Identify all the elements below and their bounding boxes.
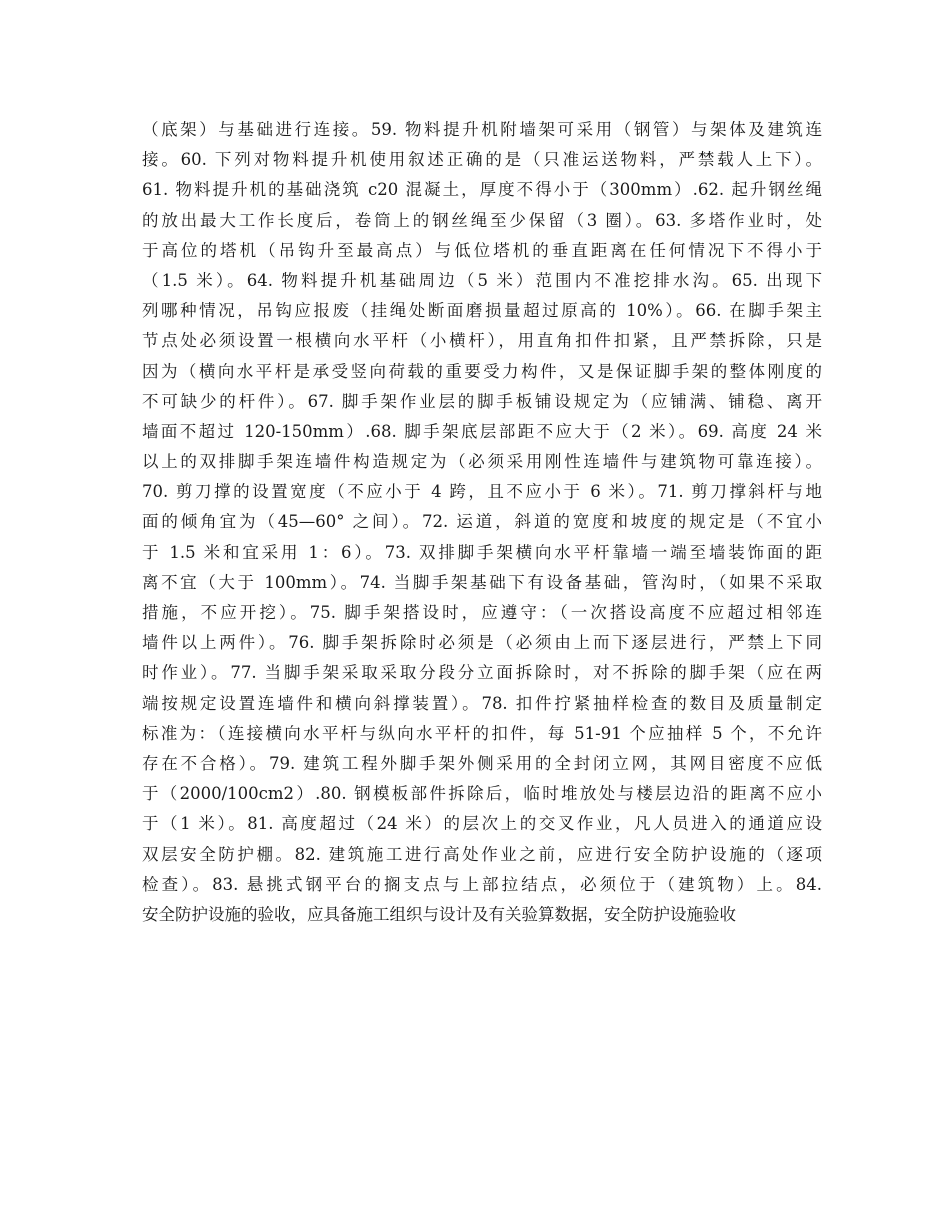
text-line: 离不宜（大于 100mm）。74. 当脚手架基础下有设备基础，管沟时，（如果不采取 bbox=[142, 572, 822, 592]
text-line: 列哪种情况，吊钩应报废（挂绳处断面磨损量超过原高的 10%）。66. 在脚手架主 bbox=[142, 301, 822, 321]
text-line: 检查）。83. 悬挑式钢平台的搁支点与上部拉结点，必须位于（建筑物）上。84. bbox=[142, 874, 822, 894]
text-line: 时作业）。77. 当脚手架采取采取分段分立面拆除时，对不拆除的脚手架（应在两 bbox=[142, 663, 822, 683]
text-line: 于（1 米）。81. 高度超过（24 米）的层次上的交叉作业，凡人员进入的通道应设 bbox=[142, 814, 822, 834]
text-line: 端按规定设置连墙件和横向斜撑装置）。78. 扣件拧紧抽样检查的数目及质量制定 bbox=[142, 693, 822, 713]
text-line: 墙面不超过 120-150mm）.68. 脚手架底层部距不应大于（2 米）。69. 高度 24 米 bbox=[142, 421, 822, 441]
text-line: 的放出最大工作长度后，卷筒上的钢丝绳至少保留（3 圈）。63. 多塔作业时，处 bbox=[142, 210, 822, 230]
text-line: 接。60. 下列对物料提升机使用叙述正确的是（只准运送物料，严禁载人上下）。 bbox=[142, 150, 822, 170]
text-line: 于 1.5 米和宜采用 1：6）。73. 双排脚手架横向水平杆靠墙一端至墙装饰面的距 bbox=[142, 542, 822, 562]
text-line: 节点处必须设置一根横向水平杆（小横杆），用直角扣件扣紧，且严禁拆除，只是 bbox=[142, 331, 822, 351]
text-line: 70. 剪刀撑的设置宽度（不应小于 4 跨，且不应小于 6 米）。71. 剪刀撑斜杆与地 bbox=[142, 482, 822, 502]
text-line: 以上的双排脚手架连墙件构造规定为（必须采用刚性连墙件与建筑物可靠连接）。 bbox=[142, 452, 822, 472]
text-line: 存在不合格）。79. 建筑工程外脚手架外侧采用的全封闭立网，其网目密度不应低 bbox=[142, 753, 822, 773]
text-line: （1.5 米）。64. 物料提升机基础周边（5 米）范围内不准挖排水沟。65. 出现下 bbox=[142, 270, 822, 290]
text-line: 不可缺少的杆件）。67. 脚手架作业层的脚手板铺设规定为（应铺满、铺稳、离开 bbox=[142, 391, 822, 411]
text-line: 双层安全防护棚。82. 建筑施工进行高处作业之前，应进行安全防护设施的（逐项 bbox=[142, 844, 822, 864]
text-line: 于高位的塔机（吊钩升至最高点）与低位塔机的垂直距离在任何情况下不得小于 bbox=[142, 240, 822, 260]
text-line: 于（2000/100cm2）.80. 钢模板部件拆除后，临时堆放处与楼层边沿的距离不应小 bbox=[142, 784, 822, 804]
text-line: 墙件以上两件）。76. 脚手架拆除时必须是（必须由上而下逐层进行，严禁上下同 bbox=[142, 633, 822, 653]
text-line: 61. 物料提升机的基础浇筑 c20 混凝土，厚度不得小于（300mm）.62. 起升钢丝绳 bbox=[142, 180, 822, 200]
text-line: 因为（横向水平杆是承受竖向荷载的重要受力构件，又是保证脚手架的整体刚度的 bbox=[142, 361, 822, 381]
text-line: 标准为：（连接横向水平杆与纵向水平杆的扣件，每 51-91 个应抽样 5 个，不允许 bbox=[142, 723, 822, 743]
document-body-text bbox=[142, 115, 822, 930]
text-line: 措施，不应开挖）。75. 脚手架搭设时，应遵守：（一次搭设高度不应超过相邻连 bbox=[142, 603, 822, 622]
text-line: 面的倾角宜为（45—60° 之间）。72. 运道，斜道的宽度和坡度的规定是（不宜小 bbox=[142, 512, 822, 532]
text-line: （底架）与基础进行连接。59. 物料提升机附墙架可采用（钢管）与架体及建筑连 bbox=[142, 120, 822, 139]
text-line: 安全防护设施的验收，应具备施工组织与设计及有关验算数据，安全防护设施验收 bbox=[142, 904, 736, 924]
